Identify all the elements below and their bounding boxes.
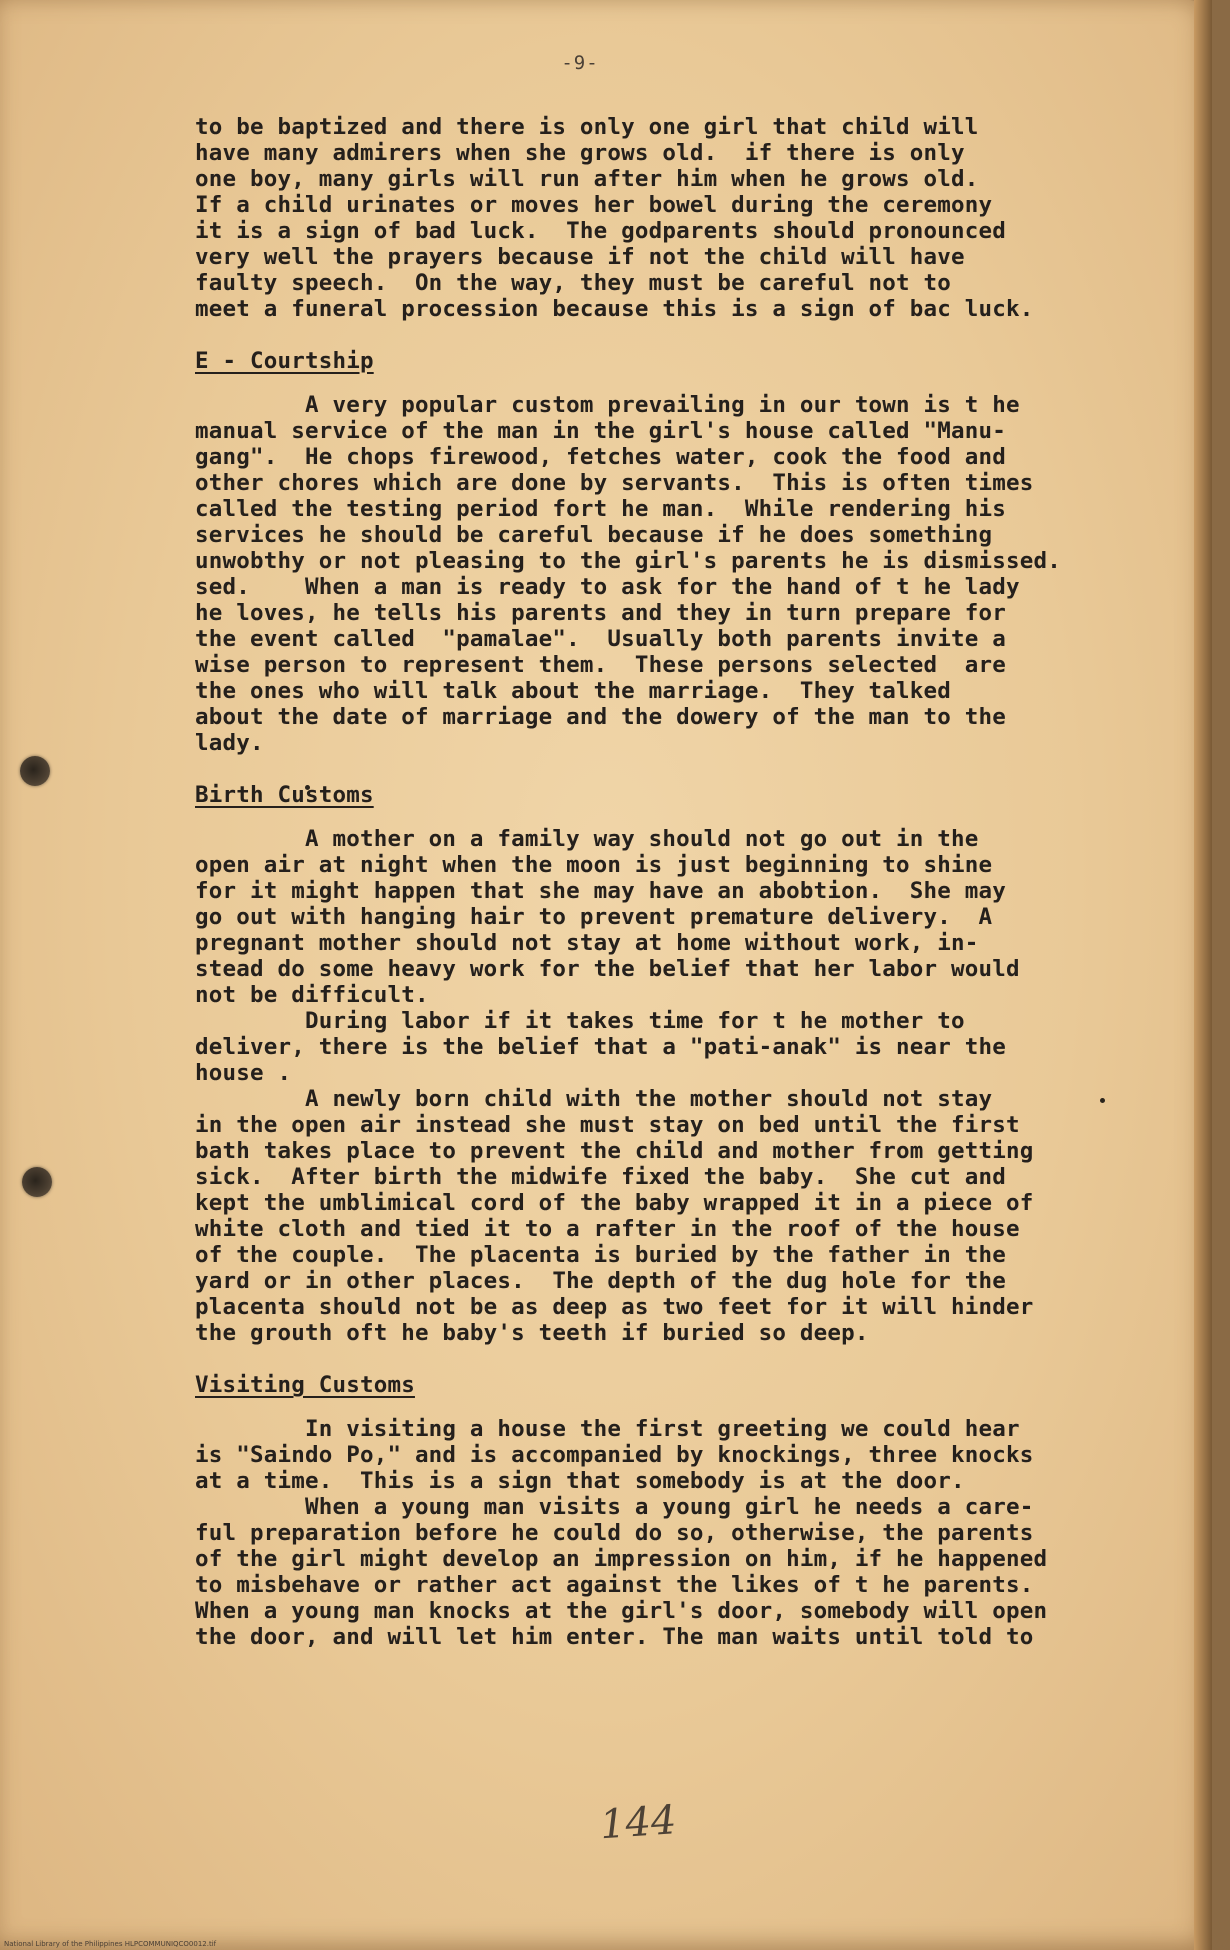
text-line: sick. After birth the midwife fixed the baby. She cut and <box>195 1164 1007 1190</box>
text-line: it is a sign of bad luck. The godparents should pronounced <box>195 218 1007 244</box>
text-line: lady. <box>195 730 264 756</box>
text-line: When a young man knocks at the girl's door, somebody will open <box>195 1598 1048 1624</box>
text-line: deliver, there is the belief that a "pati-anak" is near the <box>195 1034 1007 1060</box>
text-line: A very popular custom prevailing in our town is t he <box>195 392 1020 418</box>
text-line: called the testing period fort he man. While rendering his <box>195 496 1007 522</box>
text-line: one boy, many girls will run after him when he grows old. <box>195 166 979 192</box>
text-line: of the girl might develop an impression on him, if he happened <box>195 1546 1048 1572</box>
text-line: services he should be careful because if he does something <box>195 522 993 548</box>
text-line: yard or in other places. The depth of the dug hole for the <box>195 1268 1007 1294</box>
section-heading-courtship: E - Courtship <box>195 348 374 374</box>
text-line: kept the umblimical cord of the baby wrapped it in a piece of <box>195 1190 1034 1216</box>
text-line: house . <box>195 1060 292 1086</box>
text-line: In visiting a house the first greeting we could hear <box>195 1416 1020 1442</box>
text-line: about the date of marriage and the dowery of the man to the <box>195 704 1007 730</box>
text-line: the ones who will talk about the marriage. They talked <box>195 678 952 704</box>
text-line: have many admirers when she grows old. if there is only <box>195 140 965 166</box>
text-line: A mother on a family way should not go out in the <box>195 826 979 852</box>
text-line: open air at night when the moon is just beginning to shine <box>195 852 993 878</box>
text-line: unwobthy or not pleasing to the girl's parents he is dismissed. <box>195 548 1062 574</box>
text-line: not be difficult. <box>195 982 429 1008</box>
text-line: ful preparation before he could do so, otherwise, the parents <box>195 1520 1034 1546</box>
text-line: in the open air instead she must stay on bed until the first <box>195 1112 1020 1138</box>
intro-paragraph <box>195 114 1125 322</box>
text-line: the door, and will let him enter. The man waits until told to <box>195 1624 1034 1650</box>
text-line: wise person to represent them. These persons selected are <box>195 652 1007 678</box>
section-heading-visiting-customs: Visiting Customs <box>195 1372 415 1398</box>
scan-footer: National Library of the Philippines HLPCOMMUNIQCO0012.tif <box>4 1940 217 1948</box>
text-line: stead do some heavy work for the belief that her labor would <box>195 956 1020 982</box>
document-body <box>195 114 1125 1650</box>
text-line: bath takes place to prevent the child and mother from getting <box>195 1138 1034 1164</box>
birth-customs-paragraph <box>195 826 1125 1346</box>
text-line: very well the prayers because if not the child will have <box>195 244 965 270</box>
page-number: -9- <box>561 52 599 74</box>
text-line: is "Saindo Po," and is accompanied by knockings, three knocks <box>195 1442 1034 1468</box>
punch-hole-top <box>20 756 50 786</box>
text-line: gang". He chops firewood, fetches water, cook the food and <box>195 444 1007 470</box>
text-line: If a child urinates or moves her bowel during the ceremony <box>195 192 993 218</box>
text-line: at a time. This is a sign that somebody is at the door. <box>195 1468 965 1494</box>
text-line: meet a funeral procession because this is a sign of bac luck. <box>195 296 1034 322</box>
text-line: the grouth oft he baby's teeth if buried so deep. <box>195 1320 869 1346</box>
text-line: placenta should not be as deep as two feet for it will hinder <box>195 1294 1034 1320</box>
visiting-customs-paragraph <box>195 1416 1125 1650</box>
text-line: When a young man visits a young girl he needs a care- <box>195 1494 1034 1520</box>
text-line: to misbehave or rather act against the likes of t he parents. <box>195 1572 1034 1598</box>
text-line: go out with hanging hair to prevent premature delivery. A <box>195 904 993 930</box>
text-line: A newly born child with the mother should not stay <box>195 1086 993 1112</box>
text-line: During labor if it takes time for t he mother to <box>195 1008 965 1034</box>
text-line: sed. When a man is ready to ask for the hand of t he lady <box>195 574 1020 600</box>
text-line: the event called "pamalae". Usually both parents invite a <box>195 626 1007 652</box>
text-line: of the couple. The placenta is buried by the father in the <box>195 1242 1007 1268</box>
text-line: faulty speech. On the way, they must be careful not to <box>195 270 952 296</box>
page-edge-shadow <box>1194 0 1212 1950</box>
text-line: manual service of the man in the girl's house called "Manu- <box>195 418 1007 444</box>
courtship-paragraph <box>195 392 1125 756</box>
text-line: for it might happen that she may have an abobtion. She may <box>195 878 1007 904</box>
handwritten-page-number: 144 <box>598 1797 678 1849</box>
punch-hole-bottom <box>22 1167 52 1197</box>
section-heading-birth-customs: Birth Customs <box>195 782 374 808</box>
text-line: other chores which are done by servants. This is often times <box>195 470 1034 496</box>
text-line: pregnant mother should not stay at home without work, in- <box>195 930 979 956</box>
text-line: white cloth and tied it to a rafter in the roof of the house <box>195 1216 1020 1242</box>
text-line: he loves, he tells his parents and they in turn prepare for <box>195 600 1007 626</box>
text-line: to be baptized and there is only one girl that child will <box>195 114 979 140</box>
